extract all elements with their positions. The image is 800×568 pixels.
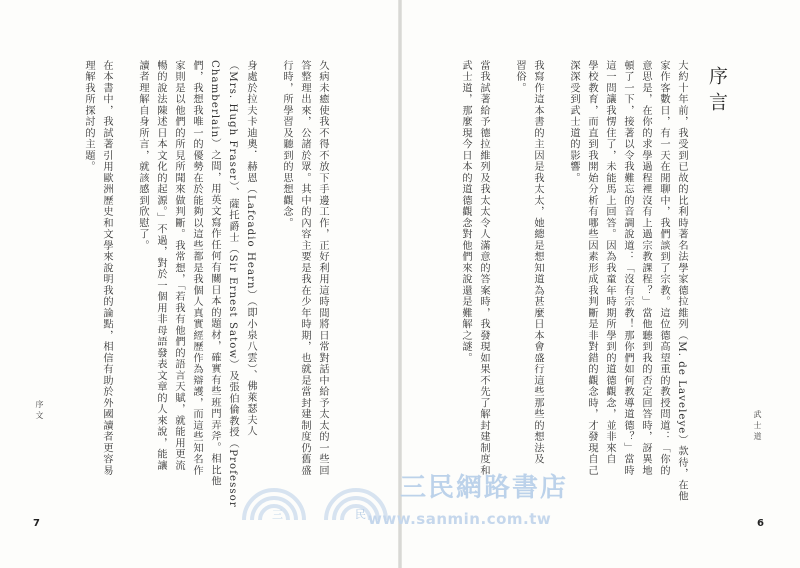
text-column: 答整理出來，公諸於眾。其中的內容主要是我在少年時期，也就是當封建制度仍舊盛 xyxy=(299,60,310,477)
watermark-seal-right: 民 xyxy=(355,508,366,521)
text-column: 在本書中，我試著引用歐洲歷史和文學來說明我的論點，相信有助於外國讀者更容易 xyxy=(101,60,112,477)
running-head-right: 武士道 xyxy=(753,410,762,443)
text-column: Chamberlain）之間，用英文寫作任何有關日本的題材，確實有些班門弄斧。相比他 xyxy=(209,60,220,487)
watermark-seal-left: 三 xyxy=(272,508,283,521)
running-head-left: 序文 xyxy=(35,400,44,422)
text-column: 學校教育，而直到我開始分析有哪些因素形成我判斷是非對錯的觀念時，才發現自己 xyxy=(586,60,597,477)
page-number-left: 7 xyxy=(33,518,40,529)
text-column: 這一問讓我愣住了，未能馬上回答。因為我童年時期所學到的道德觀念，並非來自 xyxy=(604,60,615,465)
text-column: 理解我所探討的主題。 xyxy=(83,60,94,173)
text-column: 家則是以他們的所見所聞來做判斷。我常想，「若我有他們的語言天賦，就能用更流 xyxy=(173,60,184,472)
text-column: 深深受到武士道的影響。 xyxy=(568,60,579,184)
watermark-url: www.sanmin.com.tw xyxy=(368,510,552,528)
text-column: 讀者理解自身所言，就該感到欣慰了。 xyxy=(137,60,148,252)
text-column: 頓了一下，接著以令我難忘的音調說道：「沒有宗教！那你們如何教導道德？」當時 xyxy=(622,60,633,477)
text-column: 大約十年前，我受到已故的比利時著名法學家德拉維列（M. de Laveleye）款待，在他 xyxy=(676,60,687,502)
text-column: 家作客數日，有一天在閒聊中，我們談到了宗教。這位德高望重的教授問道：「你的 xyxy=(658,60,669,477)
text-column: 武士道，那麼現今日本的道德觀念對他們來說還是難解之謎。 xyxy=(460,60,471,364)
text-column: （Mrs. Hugh Fraser）、薩托爵士（Sir Ernest Satow）及張伯倫教授（Professor xyxy=(227,60,238,508)
text-column: 行時，所學習及聽到的思想觀念。 xyxy=(281,60,292,229)
text-column: 我寫作這本書的主因是我太太，她總是想知道為甚麼日本會盛行這些那些的想法及 xyxy=(532,60,543,465)
text-column: 當我試著給予德拉維列及我太太令人滿意的答案時，我發現如果不先了解封建制度和 xyxy=(478,60,489,477)
text-column: 習俗。 xyxy=(514,60,525,94)
text-column: 意思是，在你的求學過程裡沒有上過宗教課程？」當他聽到我的否定回答時，訝異地 xyxy=(640,60,651,477)
text-column: 們，我想我唯一的優勢在於能夠以這些都是我個人真實經歷作為辯護，而這些知名作 xyxy=(191,60,202,477)
page-title: 序言 xyxy=(706,66,728,118)
text-column: 暢的說法陳述日本文化的起源。」不過，對於一個用非母語發表文章的人來說，能讓 xyxy=(155,60,166,472)
page-number-right: 6 xyxy=(757,518,764,529)
text-column: 久病未癒使我不得不放下手邊工作，正好利用這時間將日常對話中給予太太的一些回 xyxy=(317,60,328,477)
text-column: 身處於拉夫卡迪奧．赫恩（Lafcadio Hearn）（即小泉八雲）、佛萊瑟夫人 xyxy=(245,60,256,437)
watermark-name: 三民網路書店 xyxy=(400,473,569,503)
